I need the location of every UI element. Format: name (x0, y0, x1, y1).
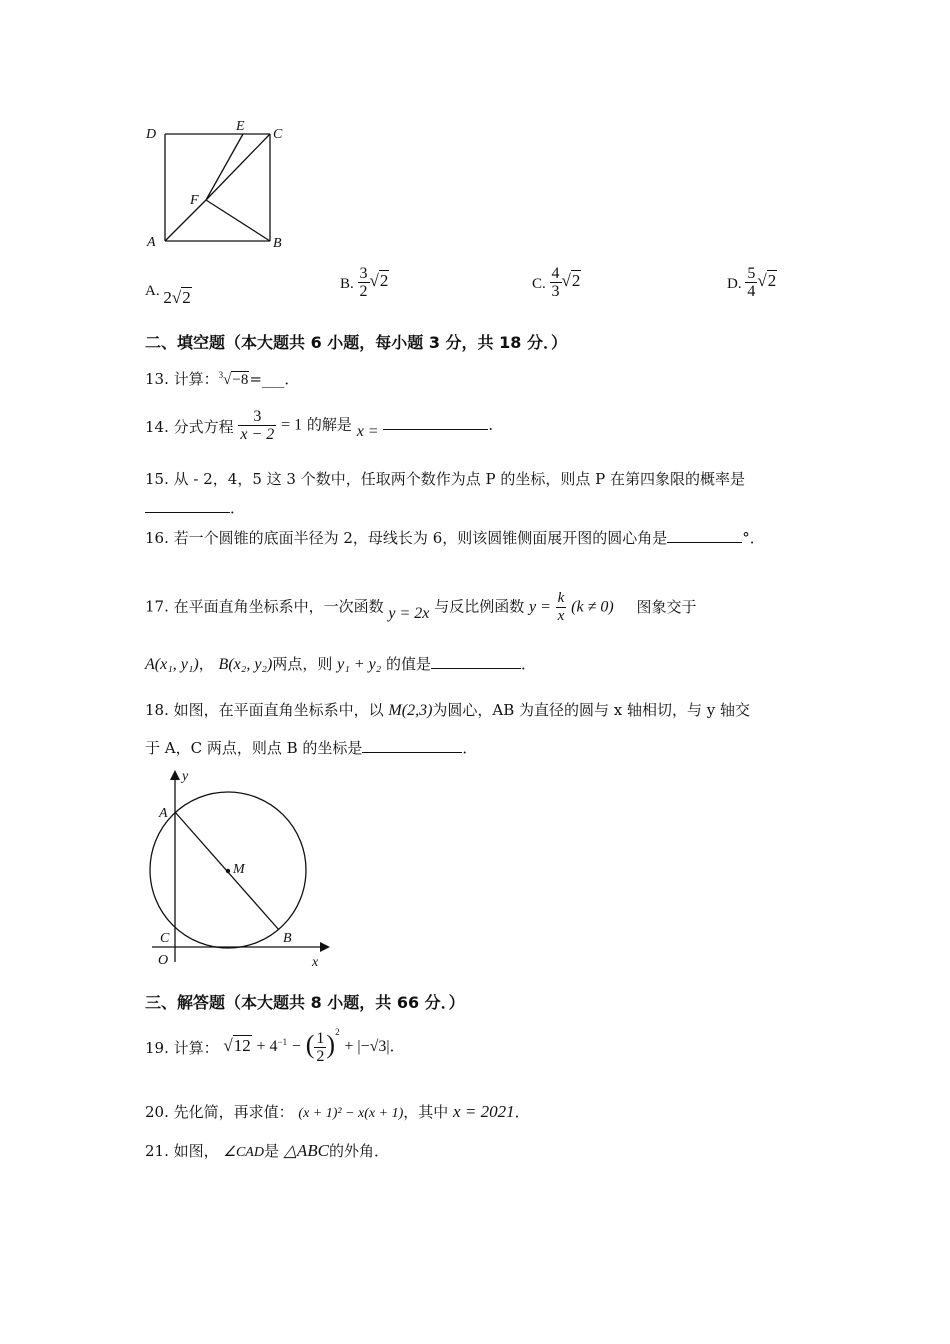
label-O: O (158, 953, 169, 968)
q18-answer-blank[interactable] (362, 738, 462, 753)
q19-fexp: 2 (335, 1027, 340, 1037)
option-d-num: 5 (747, 265, 756, 282)
q14-num: 3 (238, 408, 276, 426)
q20-mid: ，其中 (403, 1103, 449, 1121)
section-2-heading: 二、填空题（本大题共 6 小题，每小题 3 分，共 18 分．） (145, 333, 567, 352)
q17-inv-num: k (557, 590, 565, 606)
option-d-radicand: 2 (767, 270, 777, 290)
q17-prefix: 17. 在平面直角坐标系中，一次函数 (145, 597, 384, 616)
option-c-letter: C. (532, 275, 546, 292)
question-18-line2 (145, 737, 477, 758)
q17-line2-mid: 两点，则 (272, 655, 333, 673)
question-17-line1 (145, 590, 696, 625)
q19-plus: + 4 (256, 1038, 278, 1055)
q17-end: ． (521, 655, 537, 673)
question-15-line1: 15. 从 - 2，4，5 这 3 个数中，任取两个数作为点 P 的坐标，则点 P 在第四象限的概率是 (145, 470, 745, 488)
option-a: A. 2√2 (145, 283, 191, 307)
q15-suffix: ． (230, 499, 246, 517)
q17-point-a: A(x₁, y₁) (145, 656, 199, 673)
q18-line1-suffix: 为圆心，AB 为直径的圆与 x 轴相切，与 y 轴交 (432, 701, 751, 719)
q18-line2: 于 A，C 两点，则点 B 的坐标是 (145, 739, 363, 757)
option-a-radicand: 2 (182, 288, 191, 307)
q14-answer-blank[interactable] (383, 415, 488, 430)
q21-angle: ∠CAD (223, 1145, 264, 1160)
label-D: D (146, 127, 157, 142)
option-b-num: 3 (359, 265, 368, 282)
q21-prefix: 21. 如图， (145, 1142, 219, 1160)
section-3-heading: 三、解答题（本大题共 8 小题，共 66 分．） (145, 993, 465, 1012)
q17-linear: y = 2x (388, 604, 430, 622)
q13-radicand: −8 (232, 372, 249, 388)
q20-value: x = 2021 (453, 1102, 515, 1121)
q13-index: 3 (218, 370, 224, 380)
q19-fnum: 1 (316, 1029, 325, 1047)
q19-minus: − (291, 1038, 301, 1055)
q17-point-b: B(x₂, y₂) (218, 656, 273, 673)
label-C: C (273, 127, 283, 142)
option-c-num: 4 (551, 265, 560, 282)
y-axis-arrow (170, 770, 180, 780)
q16-text: 16. 若一个圆锥的底面半径为 2，母线长为 6，则该圆锥侧面展开图的圆心角是 (145, 529, 668, 547)
q21-mid: 是 (263, 1142, 279, 1160)
q19-radicand: 12 (233, 1036, 251, 1055)
label-x: x (312, 955, 319, 970)
q19-end: ． (389, 1037, 405, 1055)
label-B: B (273, 236, 282, 251)
option-c-radicand: 2 (571, 270, 581, 290)
q18-end: ． (462, 739, 478, 757)
q16-suffix: °． (742, 529, 765, 547)
q17-suffix: 图象交于 (636, 597, 697, 616)
q18-line1-prefix: 18. 如图，在平面直角坐标系中，以 (145, 701, 384, 719)
question-14 (145, 408, 503, 443)
q17-inv-den: x (557, 608, 565, 624)
segment-AF (165, 200, 206, 241)
option-a-coef: 2 (163, 288, 172, 307)
q21-suffix: 的外角． (328, 1142, 389, 1160)
q14-suffix: ． (488, 415, 504, 434)
q21-triangle: △ABC (283, 1141, 329, 1160)
q19-fden: 2 (316, 1047, 325, 1065)
q19-exp: −1 (277, 1037, 288, 1047)
question-13: 13. 计算：$^3$√−8=___． (145, 370, 300, 388)
center-point-M (226, 869, 230, 873)
question-17-line2: A(x₁, y₁)， B(x₂, y₂)两点，则 y₁ + y₂ 的值是 ． (145, 655, 537, 673)
q17-answer-blank[interactable] (431, 654, 521, 669)
label-E: E (236, 119, 245, 134)
q20-prefix: 20. 先化简，再求值： (145, 1103, 294, 1121)
label-C: C (160, 931, 170, 946)
option-d-den: 4 (747, 283, 756, 300)
q20-expr: (x + 1)² − x(x + 1) (298, 1106, 404, 1121)
question-20 (145, 1101, 530, 1122)
q14-prefix: 14. 分式方程 (145, 417, 234, 436)
option-d: D. $\frac{5}{4}$ √2 (727, 265, 777, 300)
q13-prefix: 13. 计算： (145, 370, 219, 388)
option-c: C. $\frac{4}{3}$ √2 (532, 265, 581, 300)
q16-answer-blank[interactable] (667, 528, 742, 543)
question-21 (145, 1140, 389, 1161)
question-18-line1 (145, 699, 750, 720)
label-A: A (159, 806, 168, 821)
option-c-den: 3 (551, 283, 560, 300)
q19-prefix: 19. 计算： (145, 1039, 219, 1057)
x-axis-arrow (320, 942, 330, 952)
question-15-line2 (145, 497, 245, 518)
option-d-letter: D. (727, 275, 742, 292)
q17-sum: y₁ + y₂ (337, 656, 382, 673)
q20-end: ． (514, 1103, 530, 1121)
circle-figure (140, 762, 340, 972)
q13-suffix: =___． (249, 370, 300, 388)
option-a-letter: A. (145, 283, 160, 299)
option-b-letter: B. (340, 275, 354, 292)
label-y: y (182, 769, 189, 784)
q14-var: x = (356, 422, 379, 440)
option-b-radicand: 2 (379, 270, 389, 290)
question-19: 19. 计算： $√12 + 4^{-1}$ − ( $\frac{1}{2}$ )$^2$ + |−√3|． (145, 1027, 405, 1065)
square-figure (140, 112, 310, 257)
q14-eq: = 1 (281, 416, 303, 434)
q17-mid: 与反比例函数 (434, 597, 525, 616)
option-b: B. $\frac{3}{2}$ √2 (340, 265, 389, 300)
segment-FB (206, 200, 270, 241)
q17-cond: (k ≠ 0) (571, 598, 614, 616)
q15-answer-blank[interactable] (145, 498, 230, 513)
q17-inv-lhs: y = (528, 598, 551, 616)
question-16 (145, 527, 765, 548)
q14-mid: 的解是 (306, 415, 352, 434)
label-F: F (190, 193, 199, 208)
q19-abs: + |−√3| (344, 1038, 390, 1055)
q18-center: M(2,3) (388, 702, 433, 719)
label-B: B (283, 931, 292, 946)
q17-line2-suffix: 的值是 (386, 655, 432, 673)
label-A: A (147, 235, 156, 250)
option-b-den: 2 (359, 283, 368, 300)
q14-den: x − 2 (240, 426, 275, 443)
label-M: M (233, 862, 245, 877)
